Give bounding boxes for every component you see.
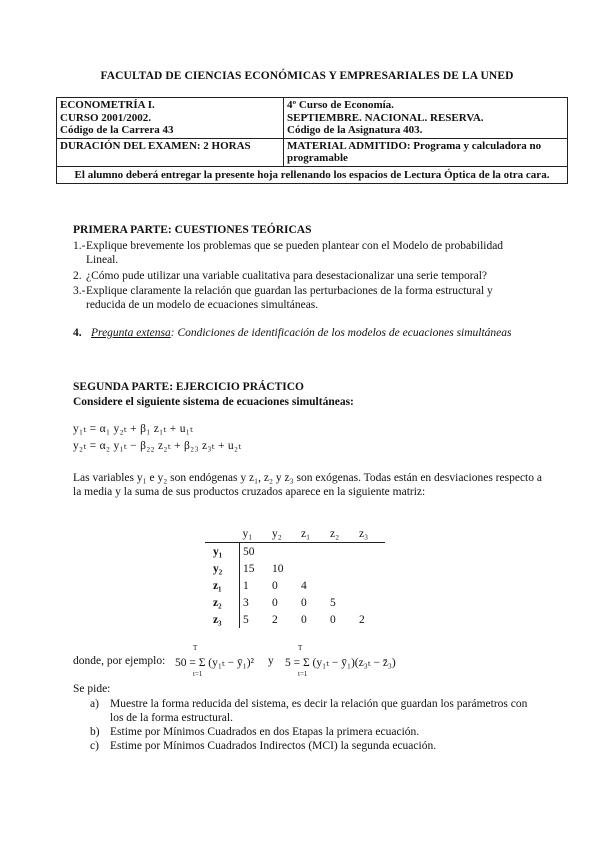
task-text: Estime por Mínimos Cuadrados en dos Etapas la primera ecuación. — [110, 726, 420, 738]
matrix-cell: 0 — [272, 596, 278, 609]
course-year: CURSO 2001/2002. — [60, 111, 152, 124]
example-separator: y — [268, 655, 274, 667]
question-number: 1.- — [73, 240, 86, 252]
matrix-cell — [327, 560, 356, 577]
sum-upper-limit: T — [298, 644, 303, 652]
matrix-cell — [327, 577, 356, 594]
matrix-col-header: z₃ — [356, 525, 385, 543]
question-number: 2. — [73, 270, 82, 282]
example-formula-2: 5 = Σ (y₁ₜ − ȳ₁)(z₃ₜ − z̄₃) — [285, 657, 396, 669]
question-3 — [73, 285, 533, 315]
matrix-col-header: z₁ — [298, 525, 327, 543]
matrix-cell: 15 — [243, 562, 255, 575]
matrix-cell — [298, 560, 327, 577]
matrix-row-header: z₃ — [205, 611, 240, 628]
matrix-cell: 0 — [272, 579, 278, 592]
matrix-cell: 5 — [330, 596, 336, 609]
matrix-row — [205, 611, 385, 628]
subject-code: Código de la Asignatura 403. — [287, 124, 423, 136]
course-info-cell — [57, 98, 284, 139]
example-prefix: donde, por ejemplo: — [73, 655, 166, 667]
allowed-material: MATERIAL ADMITIDO: Programa y calculadora no programable — [284, 138, 568, 166]
question-text: Explique brevemente los problemas que se pueden plantear con el Modelo de probabilidad Lineal. — [86, 240, 504, 266]
matrix-row — [205, 594, 385, 611]
matrix-col-header: z₂ — [327, 525, 356, 543]
equation-2: y₂ₜ = α₂ y₁ₜ − β₂₂ z₂ₜ + β₂₃ z₃ₜ + u₂ₜ — [73, 440, 242, 452]
matrix-col-header: y₂ — [269, 525, 298, 543]
exam-duration: DURACIÓN DEL EXAMEN: 2 HORAS — [57, 138, 284, 166]
matrix-cell — [327, 543, 356, 561]
matrix-corner — [205, 525, 240, 543]
example-formula-1: 50 = Σ (y₁ₜ − ȳ₁)² — [175, 657, 255, 669]
matrix-cell: 50 — [243, 545, 255, 558]
task-text: Muestre la forma reducida del sistema, es decir la relación que guardan los parámetros con los de la forma estructural. — [110, 698, 528, 724]
matrix-cell — [269, 543, 298, 561]
extended-question-text: : Condiciones de identificación de los modelos de ecuaciones simultáneas — [170, 327, 512, 339]
matrix-cell: 10 — [272, 562, 284, 575]
matrix-cell: 0 — [330, 613, 336, 626]
matrix-cell — [356, 594, 385, 611]
course-level: 4º Curso de Economía. — [287, 99, 394, 111]
matrix-cell: 5 — [243, 613, 249, 626]
part2-subtitle: Considere el siguiente sistema de ecuaciones simultáneas: — [73, 396, 354, 408]
exam-info-cell — [284, 98, 568, 139]
matrix-cell — [356, 560, 385, 577]
matrix-cell: 2 — [359, 613, 365, 626]
question-2 — [73, 270, 533, 285]
matrix-cell: 2 — [272, 613, 278, 626]
question-1 — [73, 240, 533, 270]
matrix-row — [205, 543, 385, 561]
part1-title: PRIMERA PARTE: CUESTIONES TEÓRICAS — [73, 224, 312, 236]
matrix-cell: 4 — [301, 579, 307, 592]
degree-code: Código de la Carrera 43 — [60, 124, 174, 136]
question-text: ¿Cómo pude utilizar una variable cualitativa para desestacionalizar una serie temporal? — [86, 270, 488, 282]
matrix-cell: 3 — [243, 596, 249, 609]
tasks-intro: Se pide: — [73, 683, 111, 695]
task-label: b) — [90, 726, 100, 738]
equation-1: y₁ₜ = α₁ y₂ₜ + β₁ z₁ₜ + u₁ₜ — [73, 423, 194, 435]
part2-title: SEGUNDA PARTE: EJERCICIO PRÁCTICO — [73, 381, 305, 393]
matrix-cell — [298, 543, 327, 561]
matrix-row-header: z₁ — [205, 577, 240, 594]
question-text: Explique claramente la relación que guardan las perturbaciones de la forma estructural y reducida de un modelo de ecuaciones simultáneas. — [86, 285, 493, 311]
matrix-row-header: y₁ — [205, 543, 240, 561]
matrix-cell — [356, 577, 385, 594]
matrix-row-header: y₂ — [205, 560, 240, 577]
matrix-cell: 0 — [301, 613, 307, 626]
task-text: Estime por Mínimos Cuadrados Indirectos (MCI) la segunda ecuación. — [110, 740, 437, 752]
matrix-col-header: y₁ — [240, 525, 270, 543]
submission-instruction: El alumno deberá entregar la presente hoja rellenando los espacios de Lectura Óptica de la otra cara. — [57, 166, 568, 183]
question-4 — [73, 327, 533, 357]
task-label: a) — [90, 698, 99, 710]
sum-lower-limit: t=1 — [193, 670, 203, 678]
task-c — [90, 740, 550, 754]
matrix-row-header: z₂ — [205, 594, 240, 611]
task-b — [90, 726, 550, 740]
cross-products-matrix — [205, 525, 385, 628]
exam-session: SEPTIEMBRE. NACIONAL. RESERVA. — [287, 111, 484, 124]
question-number: 4. — [73, 327, 82, 339]
extended-question-label: Pregunta extensa — [91, 327, 171, 339]
matrix-cell — [356, 543, 385, 561]
variables-description: Las variables y₁ e y₂ son endógenas y z₁, z₂ y z₃ son exógenas. Todas están en desviaciones respecto a la media y la suma de sus productos cruzados aparece en la siguiente matriz: — [73, 472, 542, 498]
task-label: c) — [90, 740, 99, 752]
matrix-row — [205, 560, 385, 577]
subject-name: ECONOMETRÍA I. — [60, 99, 155, 111]
matrix-cell: 1 — [243, 579, 249, 592]
university-title: FACULTAD DE CIENCIAS ECONÓMICAS Y EMPRESARIALES DE LA UNED — [100, 70, 514, 82]
sum-upper-limit: T — [193, 644, 198, 652]
task-a — [90, 698, 550, 726]
sum-lower-limit: t=1 — [298, 670, 308, 678]
matrix-cell: 0 — [301, 596, 307, 609]
matrix-row — [205, 577, 385, 594]
question-number: 3.- — [73, 285, 86, 297]
exam-header-table — [56, 97, 568, 184]
